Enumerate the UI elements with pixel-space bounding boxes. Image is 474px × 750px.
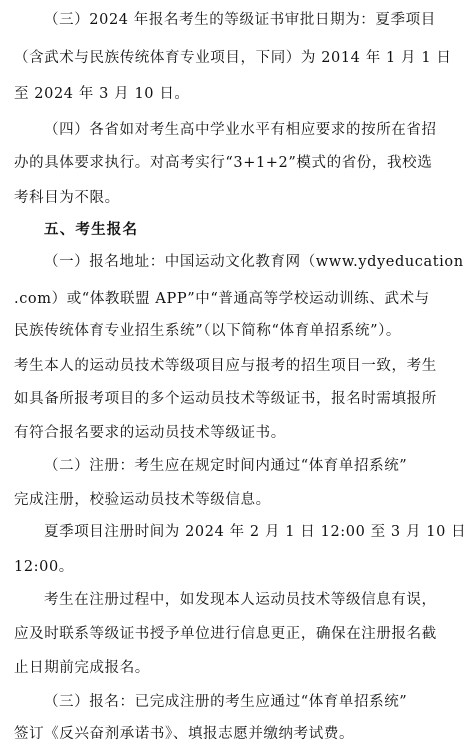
para4-line1: （二）注册：考生应在规定时间内通过“体育单招系统” <box>44 458 408 474</box>
para7-line1: （三）报名：已完成注册的考生应通过“体育单招系统” <box>44 694 408 710</box>
para2-line1: （四）各省如对考生高中学业水平有相应要求的按所在省招 <box>44 122 437 138</box>
para1-line1: （三）2024 年报名考生的等级证书审批日期为：夏季项目 <box>44 12 436 28</box>
para6-line1: 考生在注册过程中，如发现本人运动员技术等级信息有误， <box>44 592 437 608</box>
para2-line2: 办的具体要求执行。对高考实行“3+1+2”模式的省份，我校选 <box>14 155 433 171</box>
para4-line2: 完成注册，校验运动员技术等级信息。 <box>14 492 271 508</box>
section-heading: 五、考生报名 <box>44 222 139 238</box>
para6-line3: 止日期前完成报名。 <box>14 660 150 676</box>
para1-line2: （含武术与民族传统体育专业项目，下同）为 2014 年 1 月 1 日 <box>14 50 452 66</box>
para3-line4: 考生本人的运动员技术等级项目应与报考的招生项目一致，考生 <box>14 358 437 374</box>
para3-line3: 民族传统体育专业招生系统”（以下简称“体育单招系统”）。 <box>14 323 402 339</box>
para3-line6: 有符合报名要求的运动员技术等级证书。 <box>14 425 286 441</box>
para3-line2: .com）或“体教联盟 APP”中“普通高等学校运动训练、武术与 <box>14 291 430 307</box>
para3-line1: （一）报名地址：中国运动文化教育网（www.ydyeducation <box>44 254 464 270</box>
para5-line1: 夏季项目注册时间为 2024 年 2 月 1 日 12:00 至 3 月 10 日 <box>44 524 467 540</box>
para1-line3: 至 2024 年 3 月 10 日。 <box>14 86 190 102</box>
para6-line2: 应及时联系等级证书授予单位进行信息更正，确保在注册报名截 <box>14 626 437 642</box>
para2-line3: 考科目为不限。 <box>14 190 120 206</box>
para3-line5: 如具备所报考项目的多个运动员技术等级证书，报名时需填报所 <box>14 391 437 407</box>
para7-line2: 签订《反兴奋剂承诺书》、填报志愿并缴纳考试费。 <box>14 726 355 742</box>
para5-line2: 12:00。 <box>14 559 74 575</box>
